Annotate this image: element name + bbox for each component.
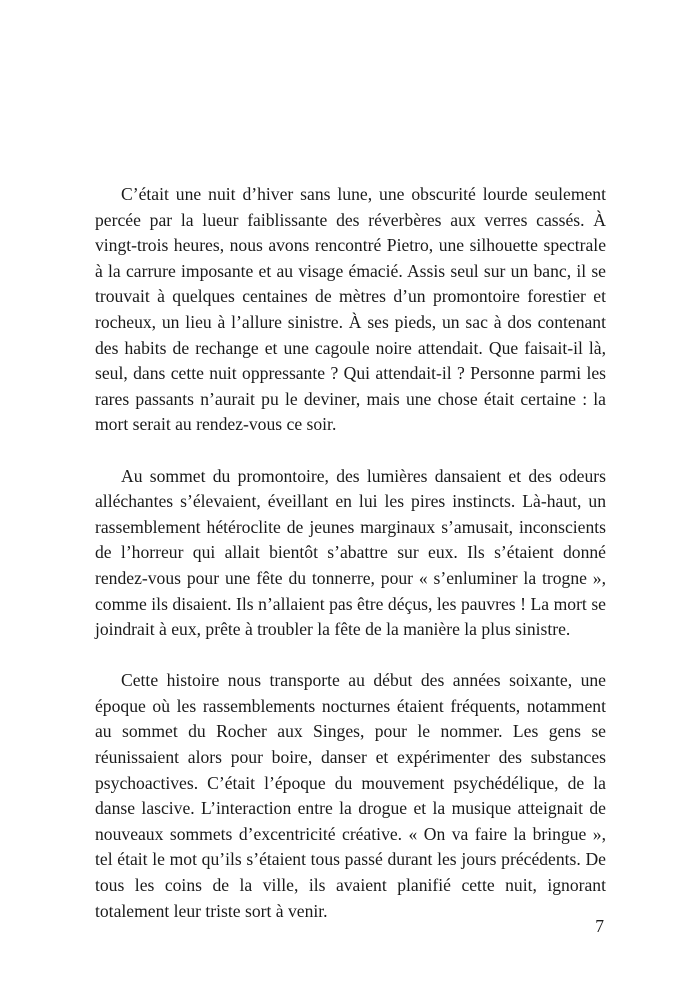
paragraph-3: Cette histoire nous transporte au début des années soixante, une époque où les rassemblements nocturnes étaient fréquents, notamment au sommet du Rocher aux Singes, pour le nommer. Les gens se réunissaient alors pour boire, danser et expérimenter des substances psychoactives. C’était l’époque du mouvement psychédélique, de la danse lascive. L’interaction entre la drogue et la musique atteignait de nouveaux sommets d’excentricité créative. « On va faire la bringue », tel était le mot qu’ils s’étaient tous passé durant les jours précédents. De tous les coins de la ville, ils avaient planifié cette nuit, ignorant totalement leur triste sort à venir. bbox=[95, 670, 606, 921]
paragraph-1: C’était une nuit d’hiver sans lune, une obscurité lourde seulement percée par la lueur faiblissante des réverbères aux verres cassés. À vingt-trois heures, nous avons rencontré Pietro, une silhouette spectrale à la carrure imposante et au visage émacié. Assis seul sur un banc, il se trouvait à quelques centaines de mètres d’un promontoire forestier et rocheux, un lieu à l’allure sinistre. À ses pieds, un sac à dos contenant des habits de rechange et une cagoule noire attendait. Que faisait-il là, seul, dans cette nuit oppressante ? Qui attendait-il ? Personne parmi les rares passants n’aurait pu le deviner, mais une chose était certaine : la mort serait au rendez-vous ce soir. bbox=[95, 184, 606, 435]
paragraph-2: Au sommet du promontoire, des lumières dansaient et des odeurs alléchantes s’élevaient, éveillant en lui les pires instincts. Là-haut, un rassemblement hétéroclite de jeunes marginaux s’amusait, inconscients de l’horreur qui allait bientôt s’abattre sur eux. Ils s’étaient donné rendez-vous pour une fête du tonnerre, pour « s’enluminer la trogne », comme ils disaient. Ils n’allaient pas être déçus, les pauvres ! La mort se joindrait à eux, prête à troubler la fête de la manière la plus sinistre. bbox=[95, 465, 606, 640]
body-text bbox=[95, 182, 606, 950]
page-number: 7 bbox=[595, 916, 604, 936]
